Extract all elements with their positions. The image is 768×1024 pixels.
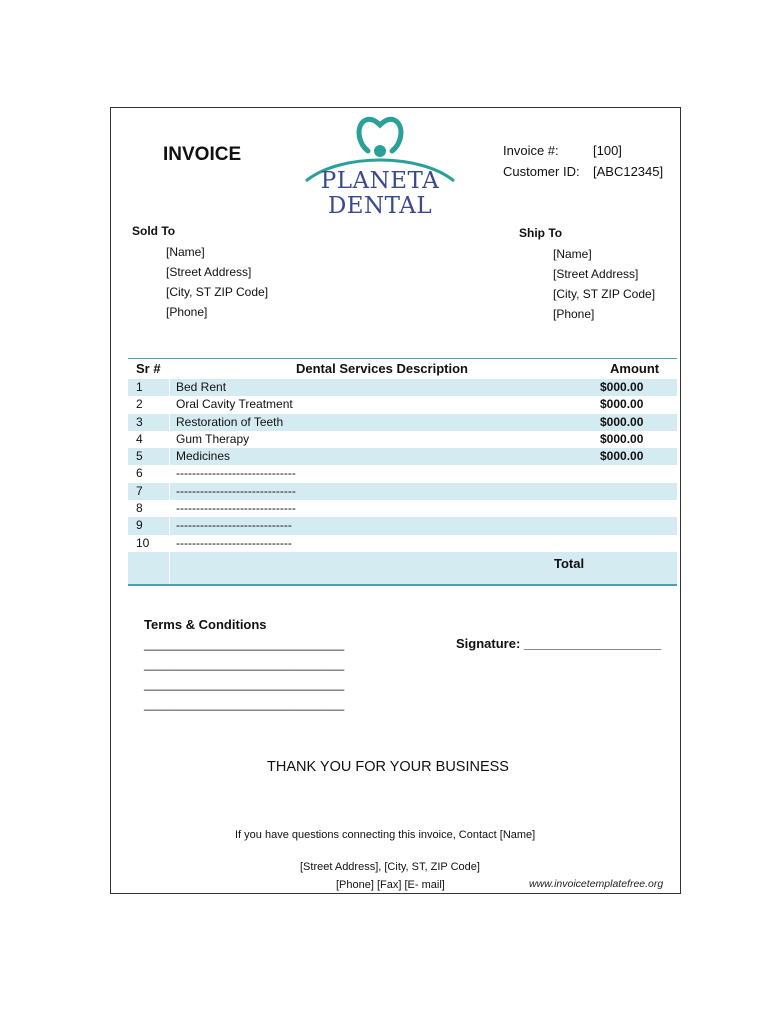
header-amount: Amount	[610, 361, 660, 376]
table-row	[128, 535, 677, 552]
terms-line: ______________________________	[144, 677, 345, 691]
table-row	[128, 414, 677, 431]
table-row	[128, 396, 677, 413]
logo-line1: PLANETA	[320, 168, 440, 194]
invoice-title: INVOICE	[163, 144, 242, 165]
invoice-number-label: Invoice #:	[503, 143, 559, 158]
sold-to-street: [Street Address]	[166, 265, 252, 279]
website-link[interactable]: www.invoicetemplatefree.org	[529, 878, 664, 890]
customer-id-label: Customer ID:	[503, 164, 580, 179]
sold-to-phone: [Phone]	[166, 305, 208, 319]
row-amount: $000.00	[600, 397, 644, 412]
table-row	[128, 431, 677, 448]
contact-phone-fax-email: [Phone] [Fax] [E- mail]	[336, 879, 445, 891]
header-sr: Sr #	[136, 361, 161, 376]
row-sr: 6	[136, 466, 143, 481]
signature-field: Signature: ___________________	[456, 636, 662, 651]
row-sr: 9	[136, 518, 143, 533]
planeta-dental-logo	[300, 113, 460, 223]
row-sr: 4	[136, 431, 143, 446]
row-sr: 1	[136, 380, 143, 394]
terms-line: ______________________________	[144, 637, 345, 651]
row-desc: ------------------------------	[176, 483, 296, 498]
sold-to-heading: Sold To	[132, 224, 176, 238]
services-table	[128, 358, 677, 586]
row-amount: $000.00	[600, 414, 644, 429]
row-desc: Oral Cavity Treatment	[176, 397, 293, 412]
row-amount: $000.00	[600, 449, 644, 464]
logo-line2: DENTAL	[327, 193, 433, 219]
row-sr: 7	[136, 483, 143, 498]
table-header	[128, 358, 677, 379]
row-desc: Gum Therapy	[176, 431, 250, 446]
ship-to-heading: Ship To	[519, 226, 563, 240]
contact-line: If you have questions connecting this invoice, Contact [Name]	[235, 829, 536, 841]
row-amount: $000.00	[600, 431, 644, 446]
row-desc: -----------------------------	[176, 535, 292, 550]
row-desc: -----------------------------	[176, 518, 292, 533]
table-row	[128, 379, 677, 396]
thank-you-message: THANK YOU FOR YOUR BUSINESS	[267, 759, 509, 775]
row-amount: $000.00	[600, 380, 644, 394]
column-divider	[169, 378, 170, 584]
table-row	[128, 500, 677, 517]
table-row	[128, 483, 677, 500]
ship-to-phone: [Phone]	[553, 307, 595, 321]
row-desc: ------------------------------	[176, 501, 296, 516]
contact-address: [Street Address], [City, ST, ZIP Code]	[300, 861, 480, 873]
customer-id-value: [ABC12345]	[593, 164, 664, 179]
ship-to-city: [City, ST ZIP Code]	[553, 287, 656, 301]
table-row	[128, 517, 677, 534]
total-label: Total	[554, 555, 585, 571]
ship-to-name: [Name]	[553, 247, 592, 261]
total-row	[128, 552, 677, 586]
terms-line: ______________________________	[144, 697, 345, 711]
row-sr: 8	[136, 501, 143, 516]
row-desc: ------------------------------	[176, 466, 296, 481]
table-row	[128, 448, 677, 465]
header-description: Dental Services Description	[296, 361, 468, 376]
sold-to-city: [City, ST ZIP Code]	[166, 285, 269, 299]
terms-line: ______________________________	[144, 657, 345, 671]
row-sr: 5	[136, 449, 143, 464]
row-sr: 3	[136, 414, 143, 429]
sold-to-name: [Name]	[166, 245, 205, 259]
terms-heading: Terms & Conditions	[144, 617, 267, 632]
table-row	[128, 465, 677, 482]
row-desc: Restoration of Teeth	[176, 414, 284, 429]
invoice-number-value: [100]	[593, 143, 622, 158]
row-sr: 2	[136, 397, 143, 412]
ship-to-street: [Street Address]	[553, 267, 639, 281]
row-sr: 10	[136, 535, 150, 550]
row-desc: Medicines	[176, 449, 231, 464]
row-desc: Bed Rent	[176, 380, 227, 394]
